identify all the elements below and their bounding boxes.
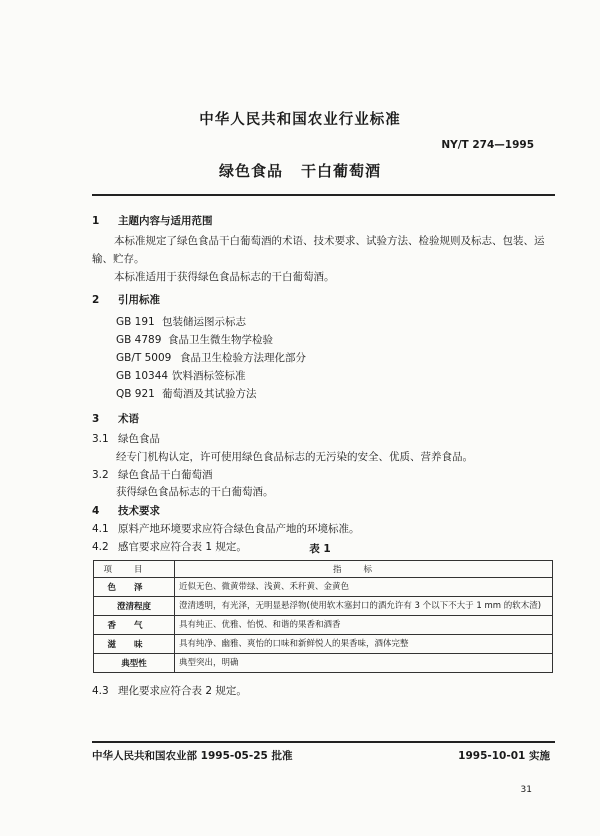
table-header-row [94, 561, 553, 578]
table-row [94, 654, 553, 673]
table-row [94, 597, 553, 616]
table-cell-value: 典型突出，明确 [175, 654, 553, 673]
table-cell-item: 澄清程度 [94, 597, 175, 616]
table-header-value: 指标 [175, 561, 553, 578]
section-1-paragraph-2: 本标准适用于获得绿色食品标志的干白葡萄酒。 [114, 271, 335, 283]
requirement-4-1: 4.1 原料产地环境要求应符合绿色食品产地的环境标准。 [92, 523, 360, 535]
table-row [94, 635, 553, 654]
reference-item: QB 921 葡萄酒及其试验方法 [116, 388, 257, 400]
sensory-requirements-table [93, 560, 553, 673]
reference-item: GB 191 包装储运图示标志 [116, 316, 246, 328]
table-1-caption: 表 1 [309, 543, 331, 555]
table-cell-item: 香气 [94, 616, 175, 635]
approval-date: 中华人民共和国农业部 1995-05-25 批准 [92, 750, 293, 762]
section-1-paragraph-1: 本标准规定了绿色食品干白葡萄酒的术语、技术要求、试验方法、检验规则及标志、包装、运输、贮存。 [92, 235, 545, 265]
term-3-2-definition: 获得绿色食品标志的干白葡萄酒。 [116, 486, 274, 498]
table-row [94, 616, 553, 635]
table-header-item: 项目 [94, 561, 175, 578]
table-row [94, 578, 553, 597]
page-number: 31 [520, 785, 532, 795]
term-3-1-heading: 3.1 绿色食品 [92, 433, 160, 445]
requirement-4-2: 4.2 感官要求应符合表 1 规定。 [92, 541, 247, 553]
term-3-2-heading: 3.2 绿色食品干白葡萄酒 [92, 469, 213, 481]
title-part-2: 干白葡萄酒 [301, 162, 382, 180]
bottom-divider [92, 741, 555, 743]
reference-item: GB 4789 食品卫生微生物学检验 [116, 334, 273, 346]
document-title [0, 160, 600, 181]
title-part-1: 绿色食品 [218, 162, 283, 180]
table-cell-item: 滋味 [94, 635, 175, 654]
requirement-4-3: 4.3 理化要求应符合表 2 规定。 [92, 685, 247, 697]
table-cell-value: 澄清透明，有光泽，无明显悬浮物(使用软木塞封口的酒允许有 3 个以下不大于 1 mm 的软木渣) [175, 597, 553, 616]
table-cell-value: 具有纯净、幽雅、爽怡的口味和新鲜悦人的果香味，酒体完整 [175, 635, 553, 654]
reference-item: GB 10344 饮料酒标签标准 [116, 370, 246, 382]
table-cell-item: 典型性 [94, 654, 175, 673]
standard-code: NY/T 274—1995 [441, 139, 534, 151]
section-2-heading: 2 引用标准 [92, 294, 160, 306]
table-cell-value: 具有纯正、优雅、怡悦、和谐的果香和酒香 [175, 616, 553, 635]
implementation-date: 1995-10-01 实施 [458, 750, 550, 762]
section-3-heading: 3 术语 [92, 413, 139, 425]
section-1-heading: 1 主题内容与适用范围 [92, 215, 213, 227]
organization-header: 中华人民共和国农业行业标准 [199, 112, 401, 128]
table-cell-item: 色泽 [94, 578, 175, 597]
term-3-1-definition: 经专门机构认定，许可使用绿色食品标志的无污染的安全、优质、营养食品。 [116, 451, 473, 463]
table-cell-value: 近似无色、微黄带绿、浅黄、禾秆黄、金黄色 [175, 578, 553, 597]
section-4-heading: 4 技术要求 [92, 505, 160, 517]
top-divider [92, 194, 555, 196]
reference-item: GB/T 5009 食品卫生检验方法理化部分 [116, 352, 306, 364]
